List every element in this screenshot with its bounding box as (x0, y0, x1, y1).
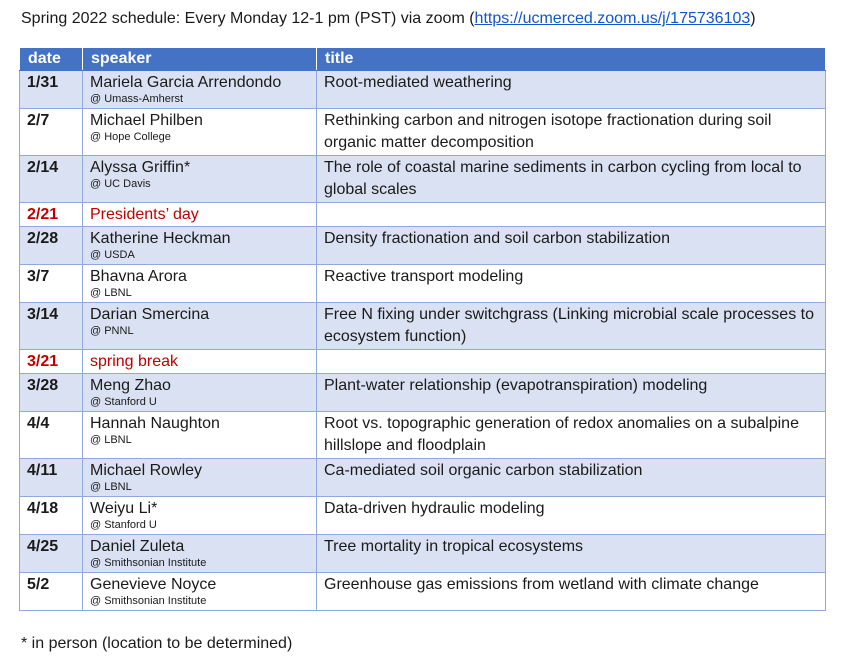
heading-text: Spring 2022 schedule: Every Monday 12-1 pm (PST) via zoom ( (21, 10, 475, 27)
speaker-affiliation: @ Hope College (90, 131, 171, 143)
title-cell: Plant-water relationship (evapotranspiration) modeling (317, 374, 826, 412)
table-row (20, 265, 826, 303)
table-row (20, 203, 826, 227)
table-row (20, 412, 826, 459)
table-row (20, 459, 826, 497)
table-row (20, 573, 826, 611)
title-cell: Rethinking carbon and nitrogen isotope fractionation during soil organic matter decomposition (317, 109, 826, 156)
column-header-title: title (317, 48, 826, 71)
title-cell: Root-mediated weathering (317, 71, 826, 109)
title-cell (317, 350, 826, 374)
speaker-name: Michael Philben (90, 112, 203, 129)
speaker-name: Hannah Naughton (90, 415, 220, 432)
speaker-cell (83, 573, 317, 611)
speaker-affiliation: @ Umass-Amherst (90, 93, 184, 105)
date-cell: 4/4 (20, 412, 83, 459)
date-cell: 2/28 (20, 227, 83, 265)
speaker-cell (83, 109, 317, 156)
title-cell: Free N fixing under switchgrass (Linking microbial scale processes to ecosystem function) (317, 303, 826, 350)
table-row (20, 535, 826, 573)
heading-close: ) (750, 10, 756, 27)
speaker-cell (83, 156, 317, 203)
speaker-cell (83, 303, 317, 350)
table-row (20, 497, 826, 535)
date-cell: 4/25 (20, 535, 83, 573)
title-cell: Density fractionation and soil carbon stabilization (317, 227, 826, 265)
date-cell: 1/31 (20, 71, 83, 109)
header-row (20, 48, 826, 71)
speaker-name: Katherine Heckman (90, 230, 231, 247)
speaker-affiliation: @ UC Davis (90, 178, 151, 190)
speaker-name: Mariela Garcia Arrendondo (90, 74, 282, 91)
speaker-affiliation: @ USDA (90, 249, 135, 261)
title-cell (317, 203, 826, 227)
title-cell: Greenhouse gas emissions from wetland with climate change (317, 573, 826, 611)
table-row (20, 71, 826, 109)
date-cell: 4/18 (20, 497, 83, 535)
speaker-name: Daniel Zuleta (90, 538, 185, 555)
table-row (20, 303, 826, 350)
speaker-affiliation: @ PNNL (90, 325, 134, 337)
speaker-cell (83, 412, 317, 459)
date-cell: 3/28 (20, 374, 83, 412)
column-header-date: date (20, 48, 83, 71)
speaker-cell (83, 535, 317, 573)
speaker-affiliation: @ LBNL (90, 434, 132, 446)
title-cell: Reactive transport modeling (317, 265, 826, 303)
date-cell: 2/21 (20, 203, 83, 227)
column-header-speaker: speaker (83, 48, 317, 71)
speaker-name: Genevieve Noyce (90, 576, 217, 593)
speaker-name: Bhavna Arora (90, 268, 187, 285)
date-cell: 5/2 (20, 573, 83, 611)
title-cell: Root vs. topographic generation of redox anomalies on a subalpine hillslope and floodplain (317, 412, 826, 459)
speaker-cell (83, 71, 317, 109)
title-cell: Ca-mediated soil organic carbon stabilization (317, 459, 826, 497)
date-cell: 2/7 (20, 109, 83, 156)
speaker-affiliation: @ Stanford U (90, 519, 157, 531)
speaker-cell (83, 459, 317, 497)
speaker-affiliation: @ Smithsonian Institute (90, 595, 207, 607)
footnote: * in person (location to be determined) (21, 635, 293, 652)
speaker-affiliation: @ Stanford U (90, 396, 157, 408)
speaker-affiliation: @ LBNL (90, 481, 132, 493)
date-cell: 4/11 (20, 459, 83, 497)
speaker-affiliation: @ LBNL (90, 287, 132, 299)
holiday-cell: Presidents’ day (83, 203, 317, 227)
speaker-cell (83, 497, 317, 535)
date-cell: 3/14 (20, 303, 83, 350)
title-cell: The role of coastal marine sediments in carbon cycling from local to global scales (317, 156, 826, 203)
date-cell: 3/7 (20, 265, 83, 303)
speaker-cell (83, 265, 317, 303)
table-row (20, 374, 826, 412)
speaker-name: Weiyu Li* (90, 500, 158, 517)
table-row (20, 109, 826, 156)
speaker-cell (83, 227, 317, 265)
date-cell: 3/21 (20, 350, 83, 374)
speaker-name: Meng Zhao (90, 377, 171, 394)
speaker-name: Darian Smercina (90, 306, 210, 323)
title-cell: Tree mortality in tropical ecosystems (317, 535, 826, 573)
speaker-affiliation: @ Smithsonian Institute (90, 557, 207, 569)
zoom-link[interactable]: https://ucmerced.zoom.us/j/175736103 (474, 10, 751, 27)
holiday-cell: spring break (83, 350, 317, 374)
schedule-table (19, 47, 826, 611)
speaker-name: Alyssa Griffin* (90, 159, 191, 176)
title-cell: Data-driven hydraulic modeling (317, 497, 826, 535)
speaker-cell (83, 374, 317, 412)
schedule-heading (21, 9, 756, 29)
table-row (20, 227, 826, 265)
speaker-name: Michael Rowley (90, 462, 203, 479)
date-cell: 2/14 (20, 156, 83, 203)
table-row (20, 350, 826, 374)
table-row (20, 156, 826, 203)
